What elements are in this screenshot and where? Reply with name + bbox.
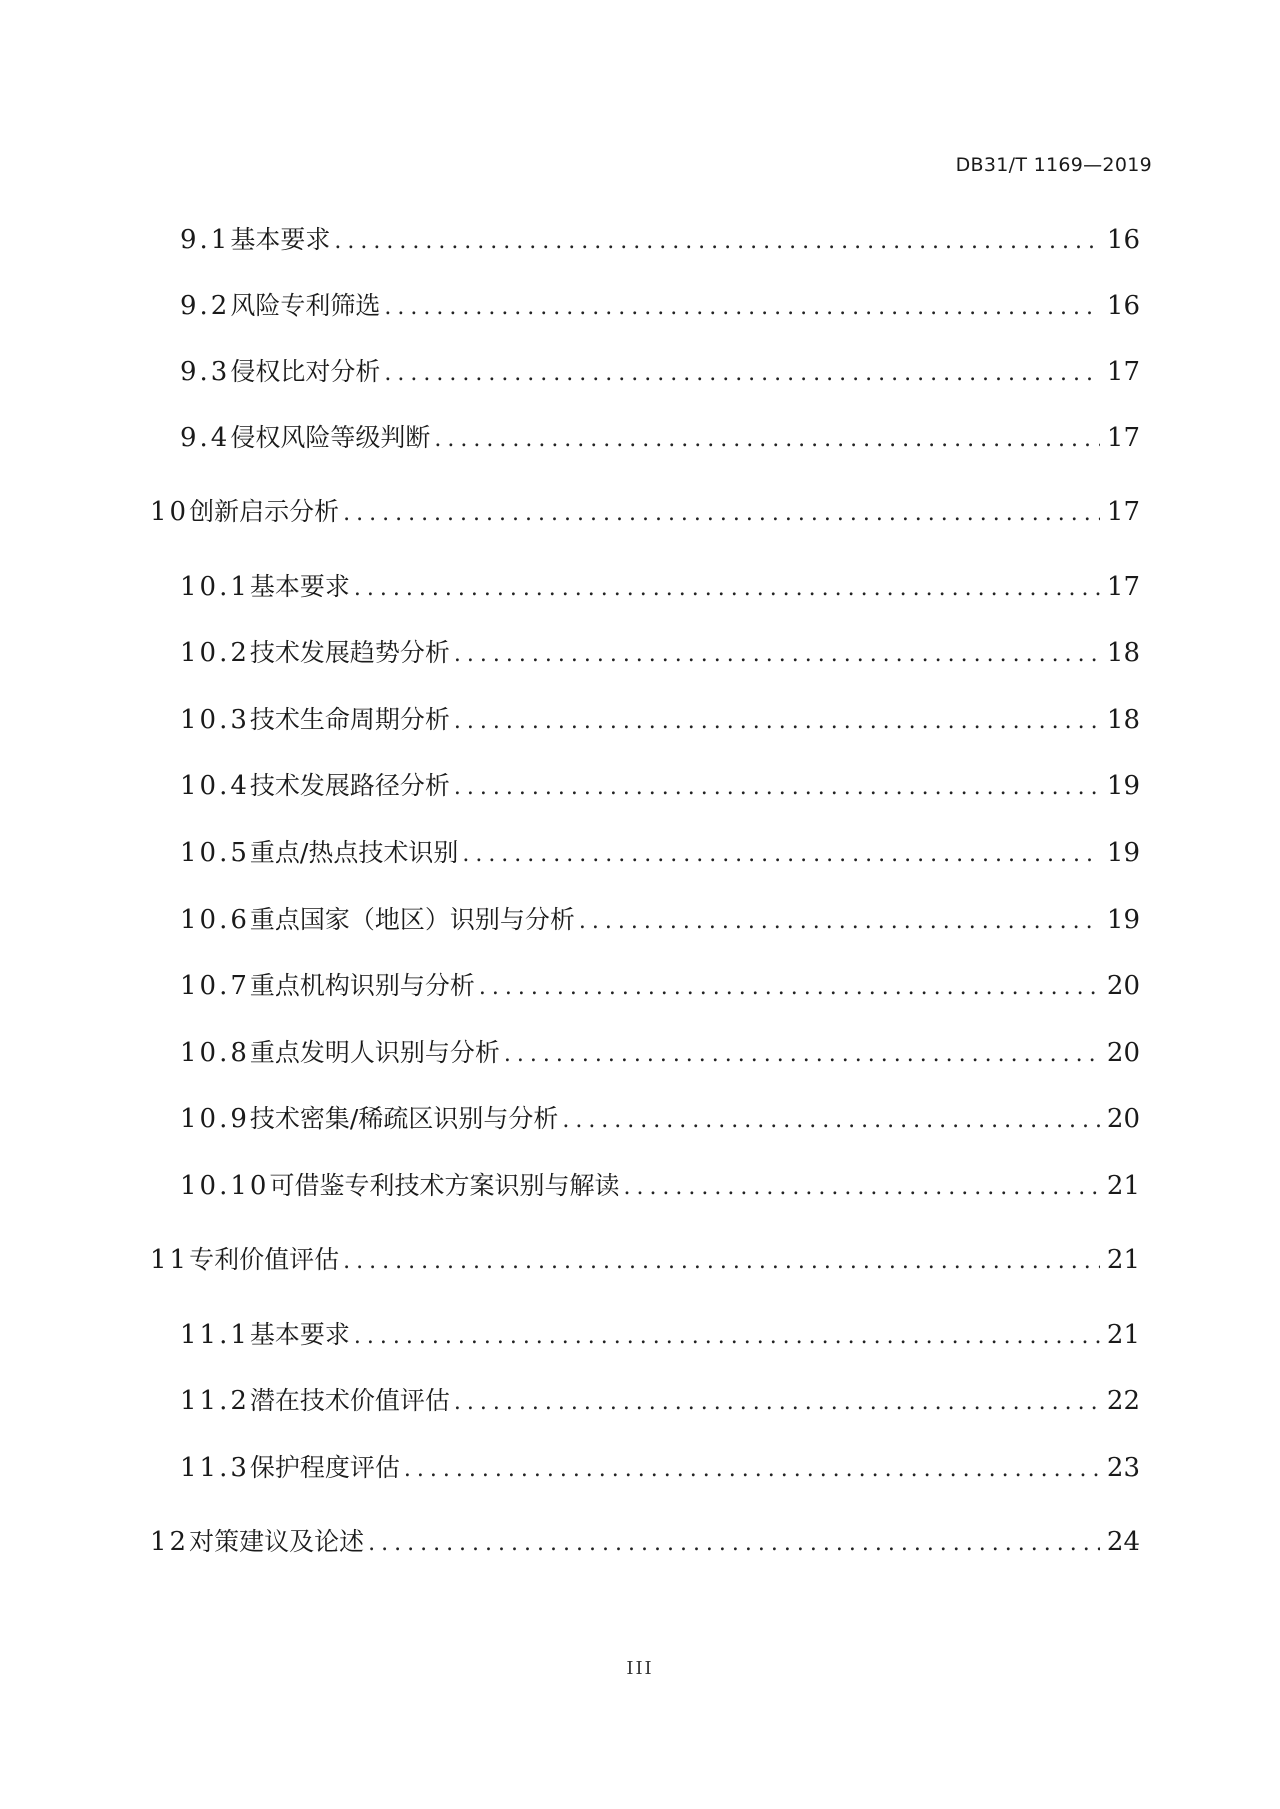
toc-entry-title: 专利价值评估 [189,1245,340,1274]
toc-leader-dots [454,702,1100,742]
toc-entry-title: 技术发展路径分析 [249,771,450,800]
toc-leader-dots [462,835,1100,875]
toc-entry-page: 19 [1106,905,1140,935]
toc-entry-page: 19 [1106,838,1140,868]
toc-entry[interactable] [180,220,1140,260]
page-number: III [626,1658,654,1679]
toc-entry-number: 10.8 [180,1038,250,1068]
toc-leader-dots [504,1035,1100,1075]
toc-entry-title: 基本要求 [249,572,350,601]
toc-entry-page: 21 [1106,1171,1140,1201]
toc-entry[interactable] [180,1033,1140,1073]
toc-entry-title: 重点国家（地区）识别与分析 [249,905,575,934]
toc-entry-title: 技术生命周期分析 [249,705,450,734]
toc-entry[interactable] [180,418,1140,458]
toc-entry-title: 基本要求 [249,1320,350,1349]
toc-entry-number: 9.1 [180,225,231,255]
toc-entry[interactable] [180,766,1140,806]
toc-leader-dots [454,635,1100,675]
toc-leader-dots [479,968,1100,1008]
toc-entry-page: 21 [1106,1245,1140,1275]
toc-entry-number: 9.4 [180,423,231,453]
toc-entry-page: 18 [1106,638,1140,668]
toc-leader-dots [384,354,1100,394]
toc-entry-title: 技术发展趋势分析 [249,638,450,667]
toc-entry[interactable] [180,966,1140,1006]
toc-leader-dots [384,288,1100,328]
toc-entry-title: 重点机构识别与分析 [249,971,475,1000]
toc-entry[interactable] [150,1240,1140,1280]
toc-entry-page: 16 [1106,225,1140,255]
toc-entry-page: 20 [1106,1104,1140,1134]
toc-entry-page: 18 [1106,705,1140,735]
toc-entry-page: 17 [1106,357,1140,387]
toc-leader-dots [343,494,1100,534]
toc-entry[interactable] [180,286,1140,326]
toc-entry[interactable] [180,700,1140,740]
toc-entry[interactable] [150,492,1140,532]
toc-leader-dots [579,902,1100,942]
toc-entry-page: 17 [1106,423,1140,453]
document-code: DB31/T 1169—2019 [955,154,1152,176]
toc-entry[interactable] [180,900,1140,940]
toc-leader-dots [354,569,1100,609]
toc-entry-number: 10.6 [180,905,250,935]
toc-entry-page: 20 [1106,971,1140,1001]
toc-entry[interactable] [180,1166,1140,1206]
toc-entry[interactable] [150,1522,1140,1562]
toc-entry-title: 重点/热点技术识别 [249,838,459,867]
toc-entry-page: 17 [1106,572,1140,602]
toc-entry-title: 技术密集/稀疏区识别与分析 [249,1104,559,1133]
toc-entry-number: 11.2 [180,1386,250,1416]
toc-leader-dots [334,222,1100,262]
toc-entry-title: 重点发明人识别与分析 [249,1038,500,1067]
toc-leader-dots [354,1317,1100,1357]
toc-entry-title: 基本要求 [230,225,331,254]
toc-entry-title: 风险专利筛选 [230,291,381,320]
toc-entry[interactable] [180,1099,1140,1139]
toc-leader-dots [454,1383,1100,1423]
toc-entry-title: 潜在技术价值评估 [249,1386,450,1415]
toc-entry-page: 17 [1106,497,1140,527]
toc-entry-number: 11.1 [180,1320,250,1350]
toc-entry-page: 22 [1106,1386,1140,1416]
toc-entry-number: 10.4 [180,771,250,801]
toc-entry[interactable] [180,833,1140,873]
toc-entry-page: 20 [1106,1038,1140,1068]
toc-entry-page: 16 [1106,291,1140,321]
toc-entry-title: 侵权风险等级判断 [230,423,431,452]
toc-entry-number: 12 [150,1527,190,1557]
toc-entry[interactable] [180,1448,1140,1488]
toc-entry-page: 24 [1106,1527,1140,1557]
toc-entry[interactable] [180,352,1140,392]
toc-leader-dots [404,1450,1100,1490]
toc-entry-page: 19 [1106,771,1140,801]
toc-entry-number: 10.3 [180,705,250,735]
toc-entry-number: 10.9 [180,1104,250,1134]
toc-leader-dots [343,1242,1100,1282]
toc-entry-title: 可借鉴专利技术方案识别与解读 [269,1171,620,1200]
toc-entry-number: 10.2 [180,638,250,668]
toc-entry-page: 21 [1106,1320,1140,1350]
toc-entry[interactable] [180,1315,1140,1355]
toc-entry-number: 9.2 [180,291,231,321]
toc-entry[interactable] [180,633,1140,673]
toc-entry-number: 11.3 [180,1453,250,1483]
toc-entry-title: 对策建议及论述 [189,1527,365,1556]
toc-leader-dots [454,768,1100,808]
toc-entry-title: 保护程度评估 [249,1453,400,1482]
toc-entry[interactable] [180,1381,1140,1421]
toc-entry-title: 侵权比对分析 [230,357,381,386]
toc-entry-number: 10 [150,497,190,527]
toc-entry[interactable] [180,567,1140,607]
toc-entry-page: 23 [1106,1453,1140,1483]
toc-leader-dots [368,1524,1100,1564]
toc-entry-number: 10.10 [180,1171,270,1201]
toc-leader-dots [434,420,1100,460]
toc-entry-title: 创新启示分析 [189,497,340,526]
toc-entry-number: 10.1 [180,572,250,602]
toc-leader-dots [562,1101,1100,1141]
toc-entry-number: 10.5 [180,838,250,868]
toc-leader-dots [623,1168,1100,1208]
toc-entry-number: 11 [150,1245,190,1275]
toc-entry-number: 9.3 [180,357,231,387]
toc-entry-number: 10.7 [180,971,250,1001]
